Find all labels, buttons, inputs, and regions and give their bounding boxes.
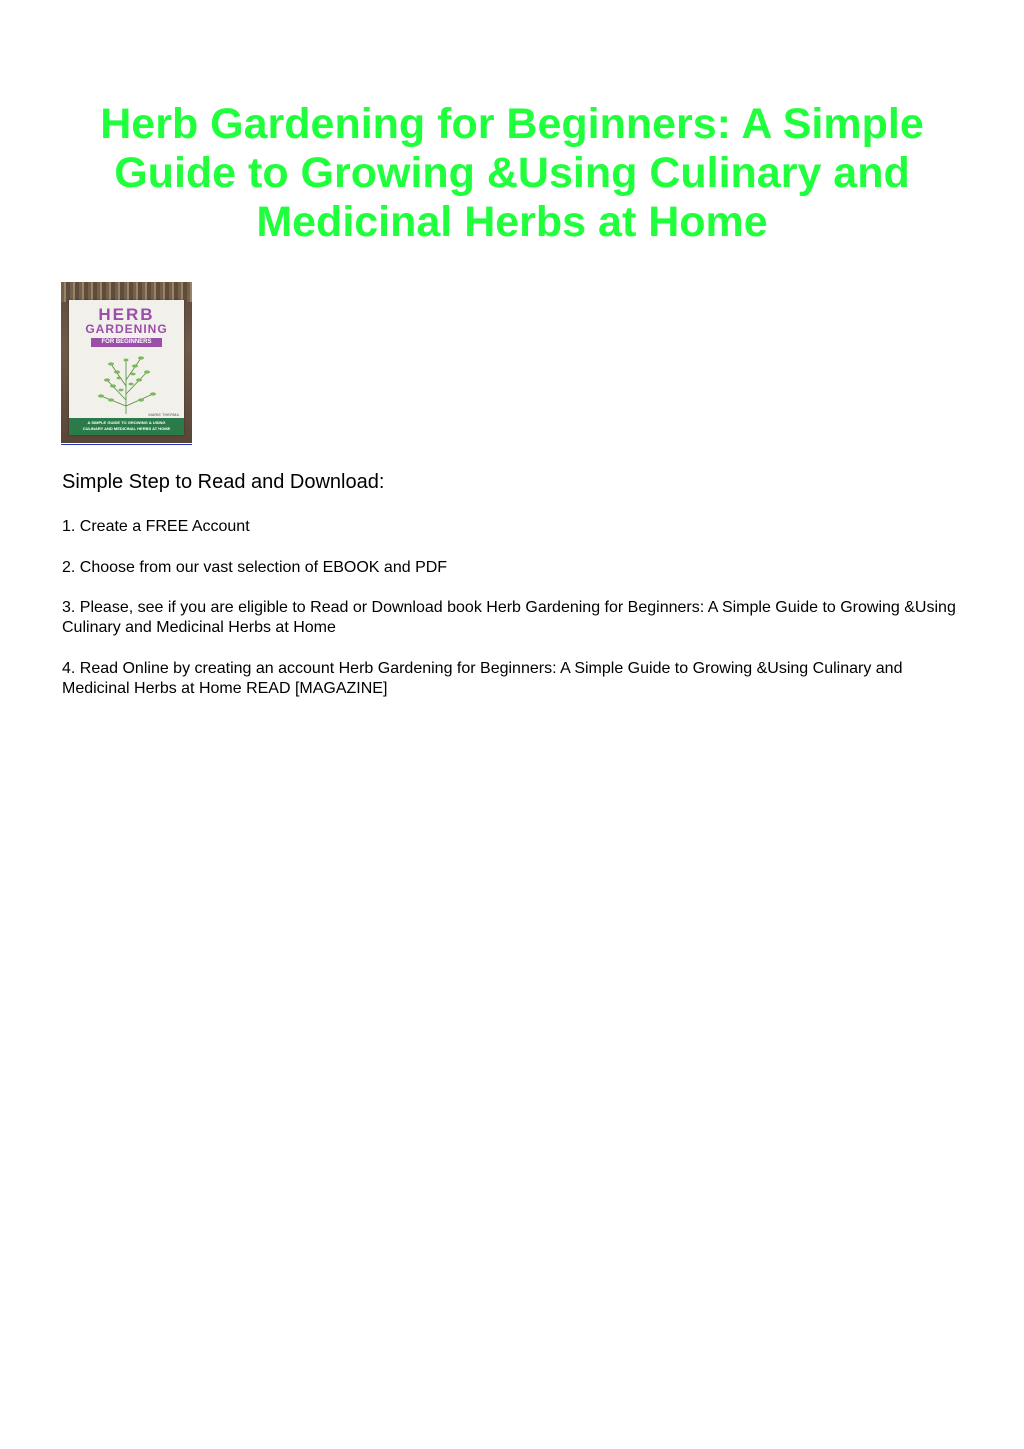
cover-subtitle-band [69,418,184,435]
cover-title-herb: HERB [98,305,155,324]
step-item: 2. Choose from our vast selection of EBOOK and PDF [62,559,448,576]
cover-author: MARIE THERMA [148,412,179,417]
step-item: 3. Please, see if you are eligible to Read or Download book Herb Gardening for Beginners: A Simple Guide to Growing &Using Culinary and Medicinal Herbs at Home [62,599,956,636]
page-title: Herb Gardening for Beginners: A Simple Guide to Growing &Using Culinary and Medicinal Herbs at Home [100,100,924,246]
step-item: 4. Read Online by creating an account Herb Gardening for Beginners: A Simple Guide to Growing &Using Culinary and Medicinal Herbs at Home READ [MAGAZINE] [62,660,903,697]
cover-title-for-beginners: FOR BEGINNERS [91,338,162,347]
cover-title-gardening: GARDENING [85,322,168,336]
book-cover-link[interactable] [61,282,192,445]
cover-subtitle-line-2: CULINARY AND MEDICINAL HERBS AT HOME [82,426,171,431]
cover-card [69,300,184,435]
instructions-heading: Simple Step to Read and Download: [62,471,385,493]
herb-plant-icon [89,350,164,415]
book-cover-image [61,282,192,443]
step-item: 1. Create a FREE Account [62,518,250,535]
cover-subtitle-line-1: A SIMPLE GUIDE TO GROWING & USING [87,420,166,425]
cover-seeds-decoration [61,282,192,302]
